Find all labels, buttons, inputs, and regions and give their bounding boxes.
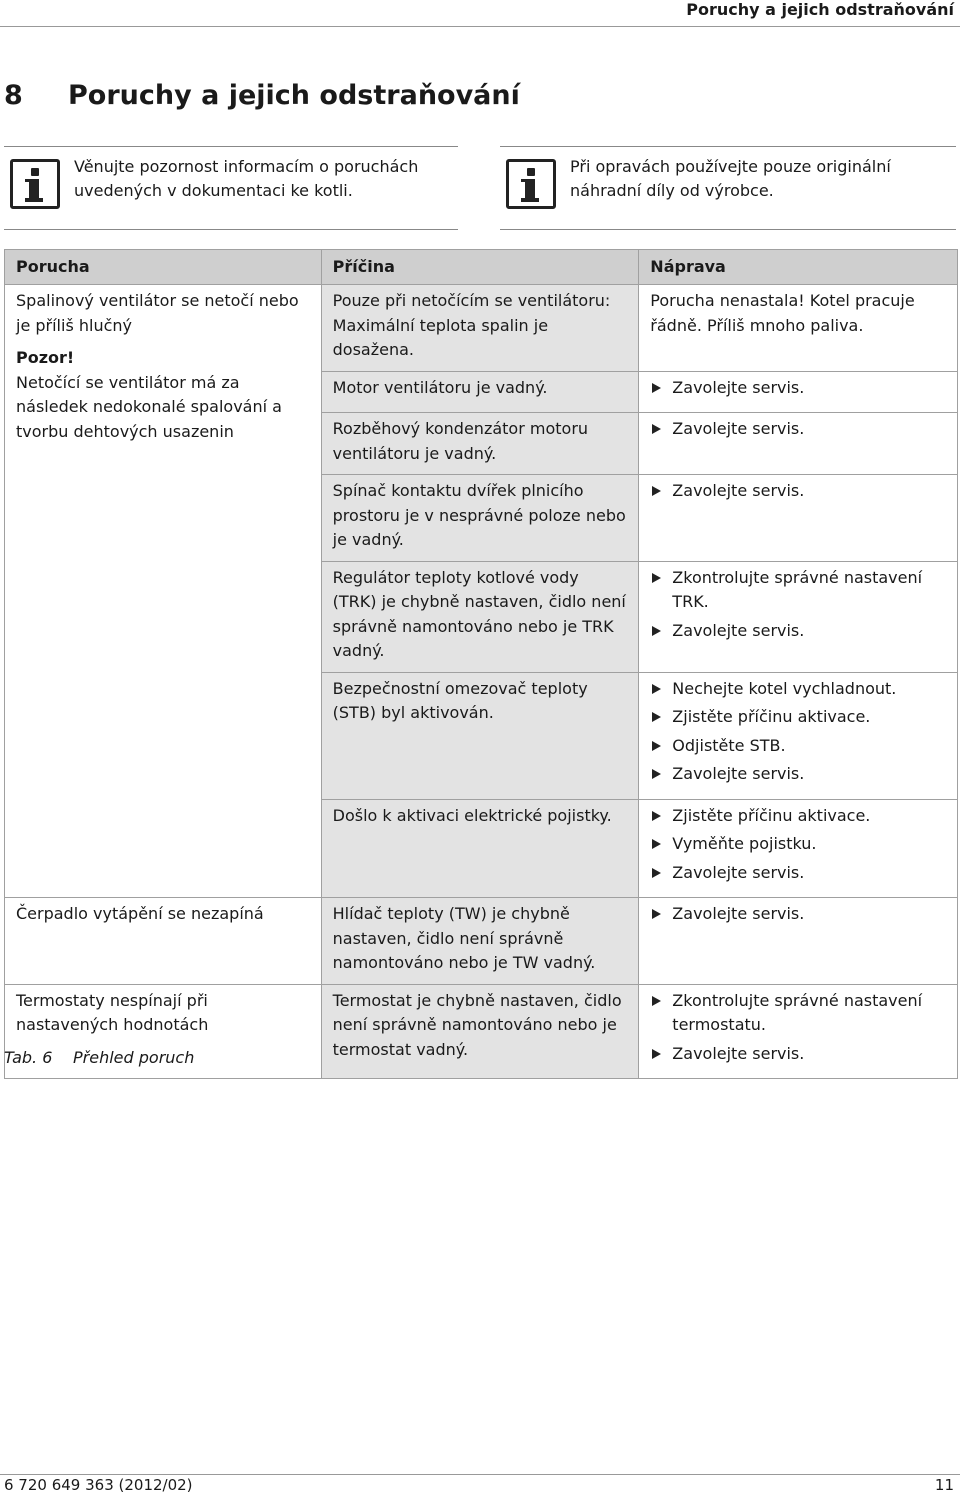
action-item: Zavolejte servis. [650, 417, 946, 442]
section-number: 8 [4, 80, 23, 111]
table-header-row [5, 250, 958, 285]
warning-text: Netočící se ventilátor má za následek nedokonalé spalování a tvorbu dehtových usazenin [16, 372, 282, 441]
notice-original-parts [500, 146, 956, 230]
action-item: Zavolejte servis. [650, 479, 946, 504]
footer-page-number: 11 [934, 1476, 954, 1494]
action-item: Zavolejte servis. [650, 376, 946, 401]
running-header: Poruchy a jejich odstraňování [686, 0, 954, 19]
column-header-fault: Porucha [5, 250, 322, 285]
action-item: Zkontrolujte správné nastavení TRK. [650, 566, 946, 615]
footer-doc-number: 6 720 649 363 (2012/02) [4, 1476, 193, 1494]
caption-label: Tab. 6 [4, 1048, 53, 1067]
cause-cell: Termostat je chybně nastaven, čidlo není správně namontováno nebo je termostat vadný. [321, 984, 639, 1079]
action-item: Zjistěte příčinu aktivace. [650, 705, 946, 730]
remedy-cell [639, 371, 958, 413]
remedy-cell: Porucha nenastala! Kotel pracuje řádně. Příliš mnoho paliva. [639, 285, 958, 372]
cause-cell: Bezpečnostní omezovač teploty (STB) byl aktivován. [321, 672, 639, 799]
remedy-cell [639, 984, 958, 1079]
remedy-cell [639, 898, 958, 985]
action-item: Zkontrolujte správné nastavení termostatu. [650, 989, 946, 1038]
cause-cell: Motor ventilátoru je vadný. [321, 371, 639, 413]
warning-label: Pozor! [16, 348, 75, 367]
action-item: Zavolejte servis. [650, 762, 946, 787]
remedy-cell [639, 799, 958, 898]
column-header-remedy: Náprava [639, 250, 958, 285]
column-header-cause: Příčina [321, 250, 639, 285]
header-rule [0, 26, 960, 27]
fault-cell-thermostat: Termostaty nespínají při nastavených hodnotách [5, 984, 322, 1079]
fault-cell-fan: Spalinový ventilátor se netočí nebo je příliš hlučný Pozor! Netočící se ventilátor má za následek nedokonalé spalování a tvorbu dehtových usazenin [5, 285, 322, 898]
action-item: Nechejte kotel vychladnout. [650, 677, 946, 702]
footer-rule [0, 1474, 960, 1475]
action-item: Zjistěte příčinu aktivace. [650, 804, 946, 829]
remedy-cell [639, 475, 958, 562]
cause-cell: Rozběhový kondenzátor motoru ventilátoru je vadný. [321, 413, 639, 475]
cause-cell: Regulátor teploty kotlové vody (TRK) je chybně nastaven, čidlo není správně namontováno nebo je TRK vadný. [321, 561, 639, 672]
action-item: Zavolejte servis. [650, 619, 946, 644]
info-icon [10, 159, 60, 209]
remedy-cell [639, 413, 958, 475]
fault-table [4, 249, 958, 1079]
action-item: Vyměňte pojistku. [650, 832, 946, 857]
fault-cell-pump: Čerpadlo vytápění se nezapíná [5, 898, 322, 985]
table-row [5, 285, 958, 372]
section-title: Poruchy a jejich odstraňování [68, 80, 520, 111]
cause-cell: Pouze při netočícím se ventilátoru: Maximální teplota spalin je dosažena. [321, 285, 639, 372]
notice-text: Věnujte pozornost informacím o poruchách uvedených v dokumentaci ke kotli. [74, 157, 419, 200]
remedy-cell [639, 561, 958, 672]
action-item: Zavolejte servis. [650, 861, 946, 886]
section-heading [4, 80, 520, 111]
action-item: Zavolejte servis. [650, 1042, 946, 1067]
table-row [5, 898, 958, 985]
info-icon [506, 159, 556, 209]
cause-cell: Hlídač teploty (TW) je chybně nastaven, čidlo není správně namontováno nebo je TW vadný. [321, 898, 639, 985]
cause-cell: Došlo k aktivaci elektrické pojistky. [321, 799, 639, 898]
notice-documentation [4, 146, 458, 230]
table-caption [4, 1048, 194, 1067]
action-item: Odjistěte STB. [650, 734, 946, 759]
caption-text: Přehled poruch [73, 1048, 195, 1067]
remedy-cell [639, 672, 958, 799]
notice-text: Při opravách používejte pouze originální náhradní díly od výrobce. [570, 157, 891, 200]
action-item: Zavolejte servis. [650, 902, 946, 927]
cause-cell: Spínač kontaktu dvířek plnicího prostoru je v nesprávné poloze nebo je vadný. [321, 475, 639, 562]
